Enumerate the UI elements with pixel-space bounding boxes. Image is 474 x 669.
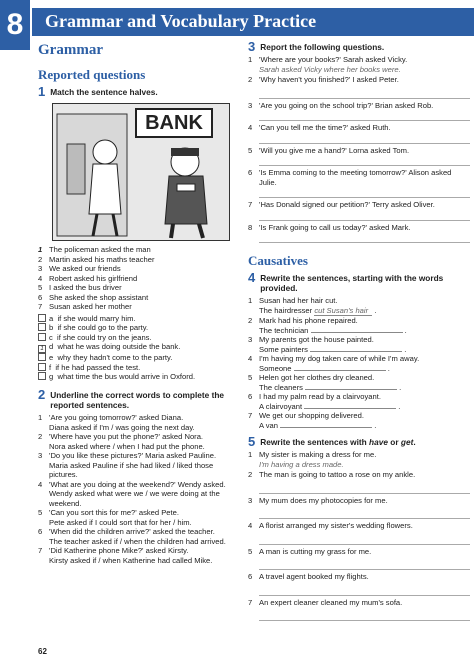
- list-item: 3 'Are you going on the school trip?' Brian asked Rob.: [248, 100, 434, 110]
- list-item: 4 'Can you tell me the time?' asked Ruth.: [248, 123, 391, 132]
- list-item: 5 I asked the bus driver: [38, 283, 122, 292]
- list-item: 2 'Where have you put the phone?' asked Nora. Nora asked where / when I had put the phone.: [38, 432, 205, 451]
- exercise-number: 4: [248, 270, 256, 285]
- list-item: 6 A travel agent booked my flights.: [248, 572, 369, 581]
- list-item: 1 'Are you going tomorrow?' asked Diana. Diana asked if I'm / was going the next day.: [38, 413, 195, 432]
- list-item: 4 I'm having my dog taken care of while I'm away. Someone .: [248, 354, 420, 373]
- list-item: b if she could go to the party.: [38, 323, 238, 333]
- page-title: Grammar and Vocabulary Practice: [45, 11, 317, 31]
- list-item: 5 'Will you give me a hand?' Lorna asked Tom.: [248, 145, 410, 155]
- answer-line[interactable]: [259, 505, 470, 519]
- exercise-1-heading: [38, 84, 238, 99]
- bank-cartoon-illustration: [52, 103, 230, 241]
- exercise-instruction: Report the following questions.: [260, 42, 385, 52]
- exercise-2-heading: [38, 387, 238, 411]
- list-item: 4 'What are you doing at the weekend?' Wendy asked. Wendy asked what were we / we were doing at the weekend.: [38, 479, 226, 508]
- exercise-number: 5: [248, 434, 256, 449]
- answer-line[interactable]: [259, 187, 470, 198]
- answer-line[interactable]: [259, 480, 470, 494]
- answer-checkbox[interactable]: [38, 353, 46, 361]
- answer-field[interactable]: [310, 351, 402, 352]
- exercise-3-heading: [248, 39, 470, 54]
- answer-line[interactable]: [259, 133, 470, 144]
- page-number: 62: [38, 647, 47, 656]
- list-item: 4 A florist arranged my sister's wedding flowers.: [248, 521, 413, 530]
- answer-field[interactable]: [304, 408, 396, 409]
- exercise-instruction: Rewrite the sentences with have or get.: [260, 437, 416, 447]
- answer-line[interactable]: [259, 85, 470, 99]
- answer-line[interactable]: [259, 232, 470, 243]
- exercise-instruction: Underline the correct words to complete the reported sentences.: [50, 390, 225, 411]
- answer-field[interactable]: cut Susan's hair: [314, 306, 372, 317]
- list-item: e why they hadn't come to the party.: [38, 353, 238, 363]
- list-item: 1 My sister is making a dress for me. I'm having a dress made.: [248, 450, 377, 469]
- list-item: 6 I had my palm read by a clairvoyant. A clairvoyant .: [248, 392, 401, 411]
- answer-checkbox[interactable]: [38, 372, 46, 380]
- answer-checkbox[interactable]: 1: [38, 345, 46, 353]
- header: [0, 0, 474, 41]
- list-item: 1 The policeman asked the man: [38, 245, 151, 254]
- ex4-items: [248, 296, 470, 430]
- list-item: 7 An expert cleaner cleaned my mum's sofa.: [248, 597, 403, 607]
- list-item: 3 We asked our friends: [38, 264, 121, 273]
- list-item: 3 My parents got the house painted. Some painters .: [248, 335, 407, 354]
- list-item: 2 The man is going to tattoo a rose on my ankle.: [248, 470, 416, 479]
- answer-field[interactable]: [294, 370, 386, 371]
- list-item: 6 'When did the children arrive?' asked the teacher. The teacher asked if / when the children had arrived.: [38, 527, 226, 546]
- answer-line[interactable]: [259, 607, 470, 621]
- left-column: [38, 40, 238, 565]
- list-item: 3 'Do you like these pictures?' Maria asked Pauline. Maria asked Pauline if she had liked / liked those pictures.: [38, 451, 217, 480]
- list-item: f if he had passed the test.: [38, 363, 238, 373]
- answer-line[interactable]: [259, 556, 470, 570]
- list-item: 1 Susan had her hair cut. The hairdresser cut Susan's hair .: [248, 296, 377, 315]
- list-item: a if she would marry him.: [38, 314, 238, 324]
- list-item: 2 Mark had his phone repaired. The technician .: [248, 316, 407, 335]
- exercise-5-heading: [248, 434, 470, 449]
- list-item: 1 d what he was doing outside the bank.: [38, 342, 238, 353]
- list-item: 7 'Has Donald signed our petition?' Terry asked Oliver.: [248, 200, 435, 209]
- answer-line[interactable]: [259, 155, 470, 166]
- list-item: 5 A man is cutting my grass for me.: [248, 546, 372, 556]
- list-item: 7 'Did Katherine phone Mike?' asked Kirsty. Kirsty asked if / when Katherine had called Mike.: [38, 546, 213, 565]
- answer-field[interactable]: [311, 332, 403, 333]
- answer-checkbox[interactable]: [38, 314, 46, 322]
- ex3-items: [248, 55, 470, 243]
- answer-line[interactable]: [259, 531, 470, 545]
- exercise-number: 1: [38, 84, 46, 99]
- list-item: 6 'Is Emma coming to the meeting tomorrow?' Alison asked Julie.: [248, 168, 452, 187]
- bank-sign: BANK: [135, 108, 213, 138]
- list-item: 7 Susan asked her mother: [38, 302, 132, 311]
- answer-line[interactable]: [259, 110, 470, 121]
- list-item: 2 Martin asked his maths teacher: [38, 254, 155, 264]
- exercise-4-heading: [248, 270, 470, 293]
- section-title-grammar: Grammar: [38, 42, 103, 58]
- list-item: 3 My mum does my photocopies for me.: [248, 495, 388, 505]
- list-item: c if she could try on the jeans.: [38, 333, 238, 343]
- list-item: 4 Robert asked his girlfriend: [38, 273, 138, 283]
- answer-line[interactable]: [259, 582, 470, 596]
- list-item: 5 'Can you sort this for me?' asked Pete. Pete asked if I could sort that for her / him.: [38, 508, 192, 527]
- ex1-sentence-endings: [38, 314, 238, 383]
- answer-field[interactable]: [280, 427, 372, 428]
- exercise-number: 2: [38, 387, 46, 403]
- list-item: 5 Helen got her clothes dry cleaned. The cleaners .: [248, 373, 402, 392]
- right-column: [248, 40, 470, 623]
- ex5-items: [248, 450, 470, 621]
- subsection-reported-questions: Reported questions: [38, 67, 146, 82]
- answer-checkbox[interactable]: [38, 323, 46, 331]
- unit-number-badge: 8: [0, 0, 30, 50]
- exercise-instruction: Rewrite the sentences, starting with the words provided.: [260, 273, 444, 293]
- list-item: g what time the bus would arrive in Oxford.: [38, 372, 238, 382]
- answer-field[interactable]: [305, 389, 397, 390]
- list-item: 7 We get our shopping delivered. A van .: [248, 411, 377, 430]
- cartoon-drawing: [53, 104, 229, 240]
- list-item: 8 'Is Frank going to call us today?' asked Mark.: [248, 222, 411, 232]
- list-item: 2 'Why haven't you finished?' I asked Peter.: [248, 75, 399, 84]
- answer-line[interactable]: [259, 210, 470, 221]
- exercise-number: 3: [248, 39, 256, 54]
- answer-checkbox[interactable]: [38, 363, 46, 371]
- ex2-items: [38, 413, 238, 565]
- exercise-instruction: Match the sentence halves.: [50, 87, 158, 97]
- answer-checkbox[interactable]: [38, 333, 46, 341]
- ex1-sentence-starts: [38, 245, 238, 312]
- list-item: 6 She asked the shop assistant: [38, 292, 149, 302]
- list-item: 1 'Where are your books?' Sarah asked Vicky. Sarah asked Vicky where her books were.: [248, 55, 408, 74]
- section-title-causatives: Causatives: [248, 253, 308, 268]
